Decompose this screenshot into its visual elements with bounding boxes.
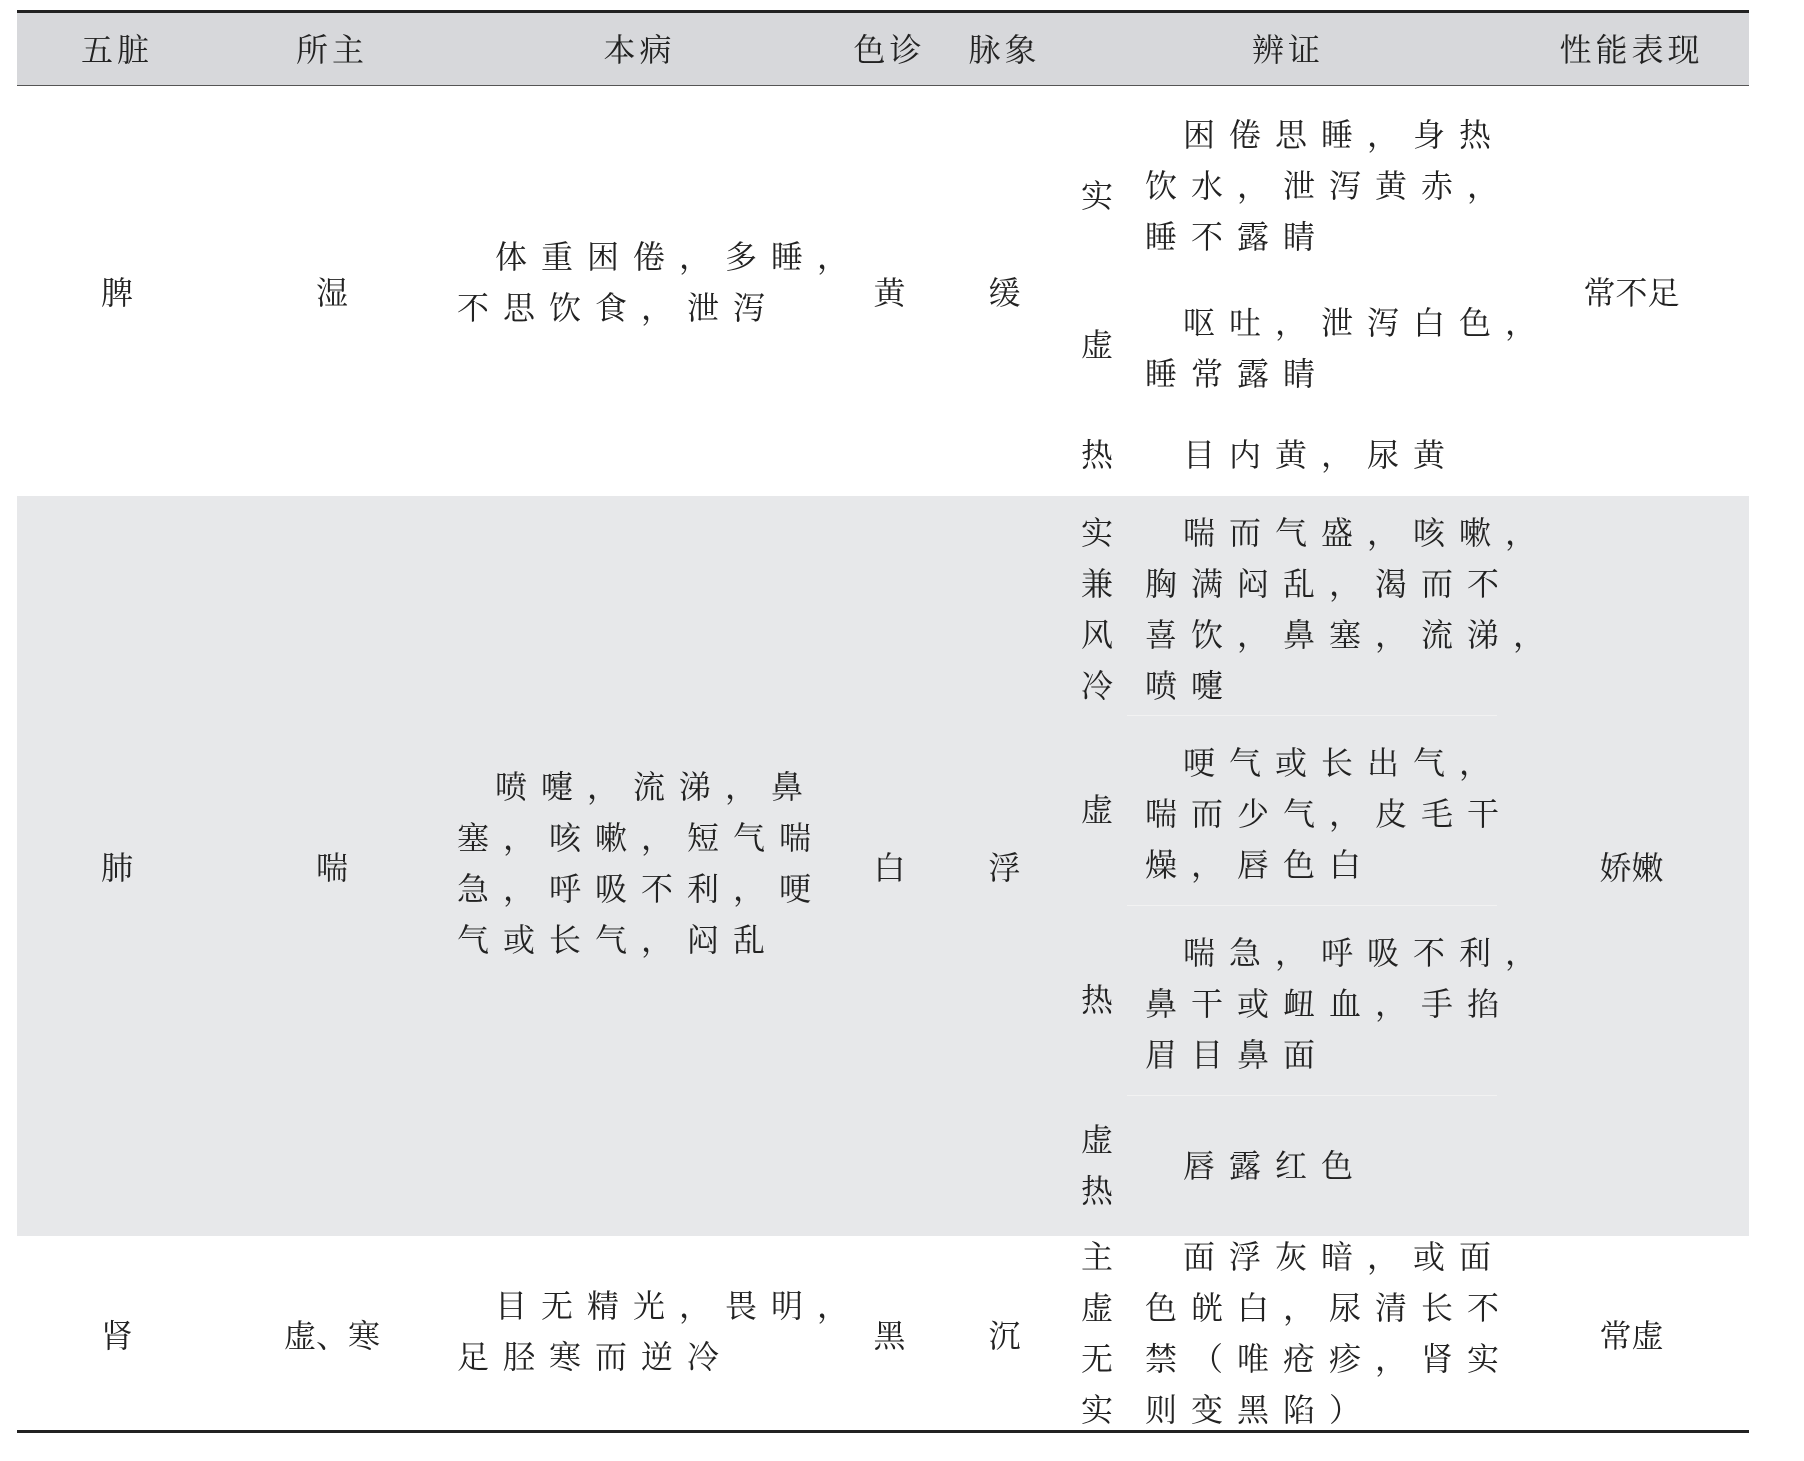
text-line: 鼻干或衄血，手掐	[1145, 985, 1514, 1023]
label-text: 主虚无实	[1080, 1237, 1113, 1429]
header-performance: 性能表现	[1559, 31, 1704, 69]
syndrome-text	[1145, 110, 1514, 263]
text-line: 气或长气，闷乱	[457, 921, 780, 959]
label-text: 热	[1080, 435, 1113, 474]
text-line: 唇露红色	[1183, 1147, 1368, 1185]
text-line: 困倦思睡，身热	[1183, 116, 1506, 154]
divider	[1127, 715, 1497, 716]
pulse-cell: 浮	[988, 849, 1021, 887]
header-pulse: 脉象	[968, 31, 1041, 69]
header-differentiation: 辨证	[1251, 31, 1324, 69]
syndrome-text	[1145, 508, 1560, 712]
text-line: 喘急，呼吸不利，	[1183, 934, 1552, 972]
header-disease: 本病	[603, 31, 676, 69]
syndrome-label	[1062, 96, 1132, 296]
text-line: 喘而气盛，咳嗽，	[1183, 514, 1552, 552]
header-organ: 五脏	[80, 31, 153, 69]
syndrome-label	[1062, 295, 1132, 395]
syndrome-text	[1145, 928, 1552, 1081]
label-text: 实兼风冷	[1080, 514, 1113, 705]
text-line: 体重困倦，多睡，	[495, 238, 864, 276]
disease-cell	[457, 1281, 864, 1383]
text-line: 目无精光，畏明，	[495, 1287, 864, 1325]
disease-cell	[457, 232, 864, 334]
text-line: 则变黑陷）	[1145, 1391, 1376, 1429]
pulse-cell: 沉	[988, 1316, 1021, 1355]
color-cell: 黄	[873, 274, 906, 312]
syndrome-text	[1145, 1232, 1514, 1436]
label-text: 虚	[1080, 325, 1113, 364]
text-line: 不思饮食，泄泻	[457, 289, 780, 327]
text-line: 呕吐，泄泻白色，	[1183, 304, 1552, 342]
text-line: 急，呼吸不利，哽	[457, 870, 826, 908]
text-line: 睡不露睛	[1145, 218, 1330, 256]
pulse-cell: 缓	[988, 274, 1021, 312]
bottom-rule	[17, 1430, 1749, 1433]
text-line: 喷嚏，流涕，鼻	[495, 768, 818, 806]
syndrome-label	[1062, 1236, 1132, 1431]
syndrome-text	[1145, 298, 1552, 400]
text-line: 面浮灰暗，或面	[1183, 1238, 1506, 1276]
performance-cell: 常不足	[1583, 274, 1680, 312]
performance-cell: 常虚	[1599, 1316, 1664, 1355]
syndrome-label	[1062, 905, 1132, 1095]
tcm-organ-table	[17, 10, 1749, 1431]
text-line: 喷嚏	[1145, 667, 1238, 705]
label-text: 热	[1080, 980, 1113, 1019]
divider	[1127, 905, 1497, 906]
label-text: 虚	[1080, 790, 1113, 829]
organ-cell: 肾	[100, 1316, 133, 1355]
text-line: 饮水，泄泻黄赤，	[1145, 167, 1514, 205]
syndrome-label	[1062, 420, 1132, 490]
color-cell: 黑	[873, 1316, 906, 1355]
text-line: 喜饮，鼻塞，流涕，	[1145, 616, 1560, 654]
disease-cell	[457, 762, 827, 966]
governs-cell: 湿	[315, 274, 348, 312]
syndrome-text	[1145, 430, 1505, 481]
text-line: 睡常露睛	[1145, 355, 1330, 393]
organ-cell: 肺	[100, 849, 133, 887]
text-line: 目内黄，尿黄	[1183, 436, 1460, 474]
text-line: 哽气或长出气，	[1183, 744, 1506, 782]
syndrome-label	[1062, 715, 1132, 905]
header-color-diagnosis: 色诊	[853, 31, 926, 69]
syndrome-text	[1145, 1141, 1505, 1192]
text-line: 喘而少气，皮毛干	[1145, 795, 1514, 833]
governs-cell: 喘	[315, 849, 348, 887]
syndrome-label	[1062, 505, 1132, 715]
label-text: 虚热	[1080, 1120, 1113, 1210]
organ-cell: 脾	[100, 274, 133, 312]
syndrome-label	[1062, 1095, 1132, 1236]
governs-cell: 虚、寒	[283, 1316, 380, 1355]
header-governs: 所主	[295, 31, 368, 69]
text-line: 禁（唯疮疹，肾实	[1145, 1340, 1514, 1378]
syndrome-text	[1145, 738, 1514, 891]
text-line: 眉目鼻面	[1145, 1036, 1330, 1074]
color-cell: 白	[873, 849, 906, 887]
text-line: 塞，咳嗽，短气喘	[457, 819, 826, 857]
text-line: 燥，唇色白	[1145, 846, 1376, 884]
text-line: 胸满闷乱，渴而不	[1145, 565, 1514, 603]
label-text: 实	[1080, 176, 1113, 215]
divider	[1127, 1095, 1497, 1096]
text-line: 色㿠白，尿清长不	[1145, 1289, 1514, 1327]
text-line: 足胫寒而逆冷	[457, 1338, 734, 1376]
performance-cell: 娇嫩	[1599, 849, 1664, 887]
